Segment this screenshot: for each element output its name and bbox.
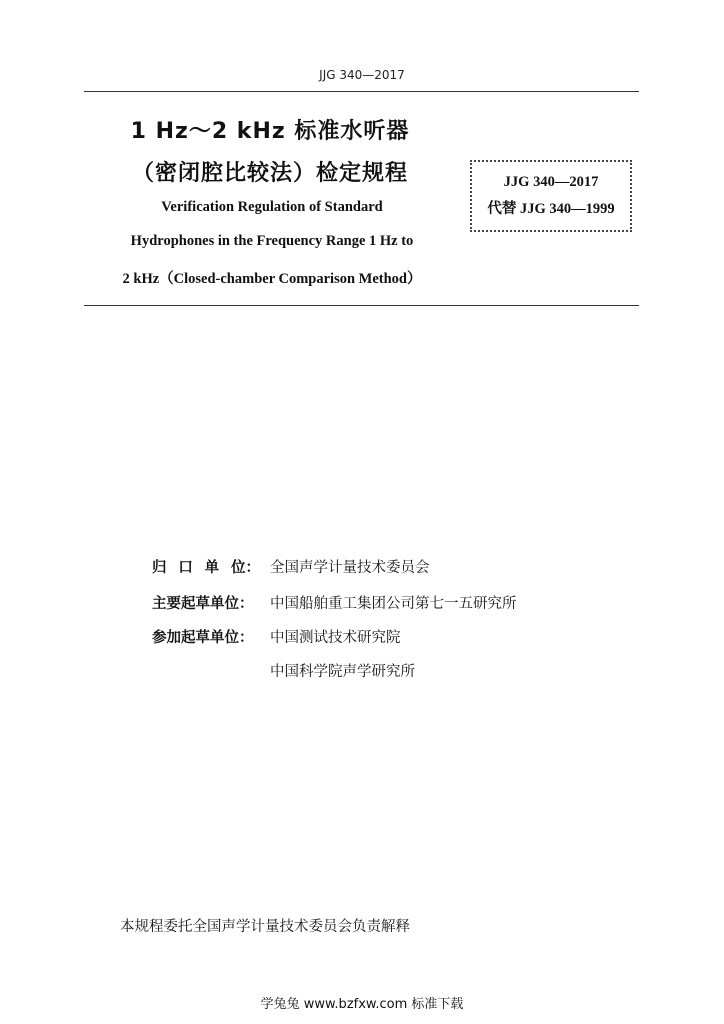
authority-label-char: 单 — [204, 560, 220, 576]
title-english-line-1: Verification Regulation of Standard — [161, 199, 383, 215]
main-drafter-value: 中国船舶重工集团公司第七一五研究所 — [270, 596, 517, 612]
co-drafter-row — [152, 626, 401, 647]
top-divider — [84, 91, 639, 92]
title-english-line-3: 2 kHz（Closed-chamber Comparison Method） — [122, 271, 422, 287]
standard-code-box — [470, 160, 632, 232]
code-box-replaces: 代替 JJG 340—1999 — [487, 201, 615, 217]
main-drafter-row — [152, 592, 517, 613]
authority-label — [152, 556, 270, 577]
authority-label-char: 位： — [230, 560, 260, 576]
title-chinese-line-2: （密闭腔比较法）检定规程 — [131, 161, 408, 186]
co-drafter-label: 参加起草单位： — [152, 630, 254, 646]
co-drafter-value-1: 中国测试技术研究院 — [270, 630, 401, 646]
authority-label-char: 口 — [178, 560, 193, 576]
title-english-line-2: Hydrophones in the Frequency Range 1 Hz to — [130, 233, 414, 249]
footer-watermark: 学兔兔 www.bzfxw.com 标准下载 — [260, 997, 464, 1012]
authority-row — [152, 556, 430, 577]
code-box-code: JJG 340—2017 — [503, 174, 599, 190]
main-drafter-label: 主要起草单位： — [152, 596, 254, 612]
co-drafter-value-2: 中国科学院声学研究所 — [270, 664, 415, 680]
authority-label-char: 归 — [152, 560, 167, 576]
title-chinese-line-1: 1 Hz～2 kHz 标准水听器 — [130, 119, 410, 144]
header-standard-code: JJG 340—2017 — [319, 68, 405, 82]
interpretation-note: 本规程委托全国声学计量技术委员会负责解释 — [120, 919, 410, 935]
bottom-divider — [84, 305, 639, 306]
authority-value: 全国声学计量技术委员会 — [270, 560, 430, 576]
